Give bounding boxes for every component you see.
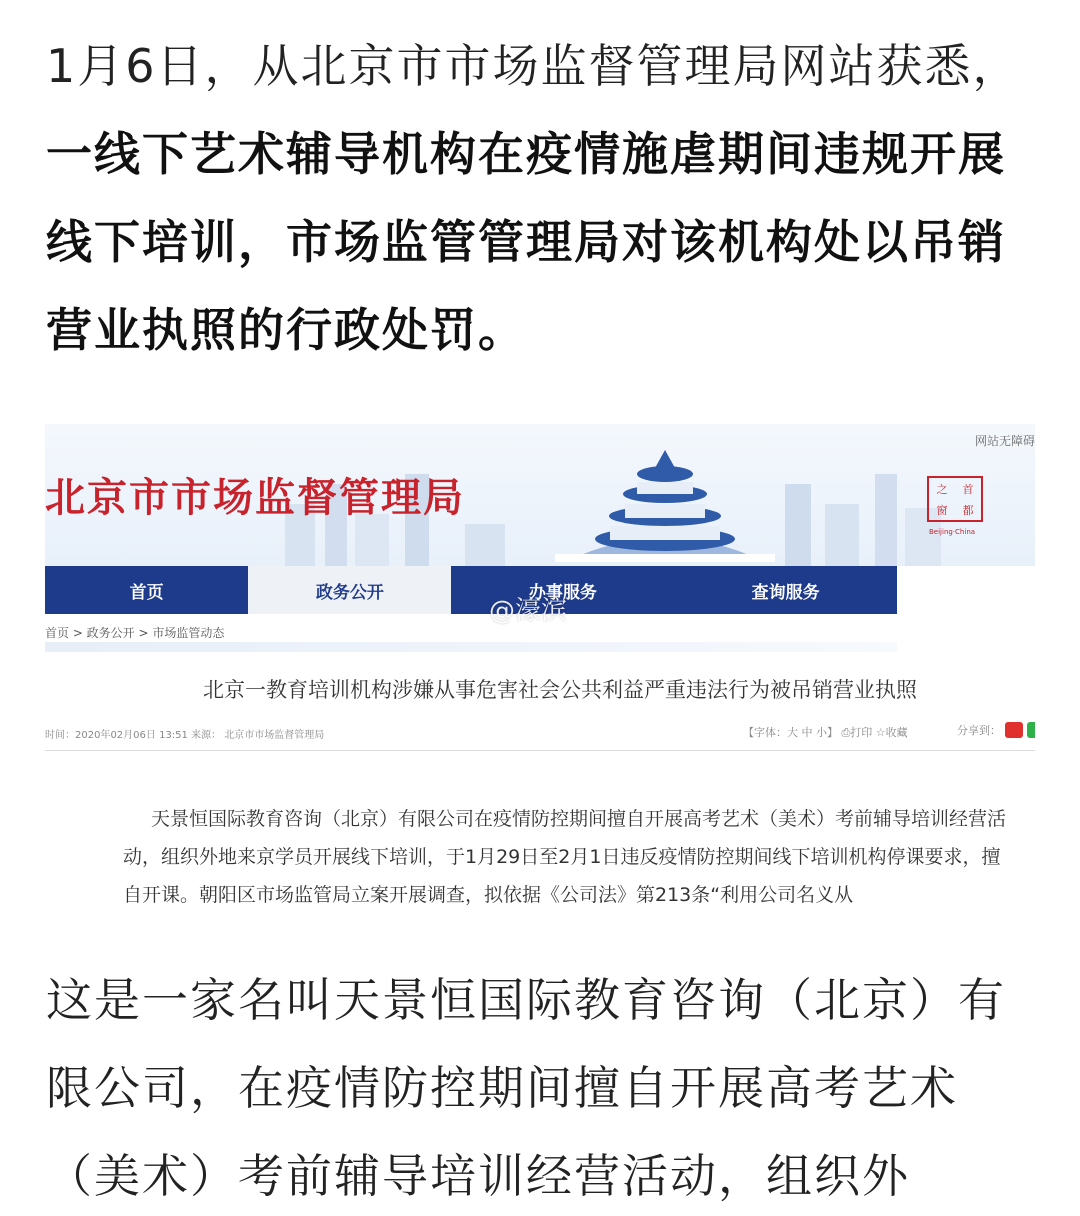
divider xyxy=(45,750,1035,751)
intro-paragraph xyxy=(46,22,1036,374)
intro-bold-text: 一线下艺术辅导机构在疫情施虐期间违规开展线下培训，市场监管管理局对该机构处以吊销营业执照的行政处罚。 xyxy=(46,127,1006,357)
article-title: 北京一教育培训机构涉嫌从事危害社会公共利益严重违法行为被吊销营业执照 xyxy=(203,678,917,702)
breadcrumb-bar xyxy=(45,642,897,652)
main-nav xyxy=(45,566,897,614)
weibo-watermark: @濠滨 xyxy=(489,596,568,626)
seal-char: 首 xyxy=(962,482,974,496)
site-title: 北京市市场监督管理局 xyxy=(45,474,465,521)
wechat-share-icon[interactable] xyxy=(1027,722,1035,738)
seal-char: 都 xyxy=(962,503,974,517)
nav-services[interactable]: 办事服务 xyxy=(451,566,674,614)
site-banner xyxy=(45,424,1035,566)
outro-paragraph: 这是一家名叫天景恒国际教育咨询（北京）有限公司，在疫情防控期间擅自开展高考艺术（美术）考前辅导培训经营活动，组织外 xyxy=(46,973,1006,1203)
share-bar xyxy=(957,722,1035,738)
article-meta: 时间：2020年02月06日 13:51 来源： 北京市市场监督管理局 xyxy=(45,730,325,741)
accessibility-link[interactable]: 网站无障碍 xyxy=(974,434,1035,448)
intro-normal-text: 1月6日，从北京市市场监督管理局网站获悉， xyxy=(46,39,1021,93)
article-tools[interactable]: 【字体：大 中 小】 ⎙打印 ☆收藏 xyxy=(743,726,908,739)
nav-home[interactable]: 首页 xyxy=(45,566,248,614)
article-body: 天景恒国际教育咨询（北京）有限公司在疫情防控期间擅自开展高考艺术（美术）考前辅导培训经营活动，组织外地来京学员开展线下培训，于1月29日至2月1日违反疫情防控期间线下培训机构停课要求，擅自开课。朝阳区市场监管局立案开展调查，拟依据《公司法》第213条“利用公司名义从 xyxy=(123,808,1007,906)
share-label: 分享到： xyxy=(957,724,1001,737)
nav-government-affairs[interactable]: 政务公开 xyxy=(248,566,451,614)
weibo-share-icon[interactable] xyxy=(1005,722,1023,738)
capital-window-logo[interactable] xyxy=(927,476,983,522)
embedded-screenshot xyxy=(45,424,1035,912)
seal-char: 窗 xyxy=(936,503,948,517)
seal-char: 之 xyxy=(936,482,948,496)
breadcrumb[interactable]: 首页 > 政务公开 > 市场监管动态 xyxy=(45,626,225,640)
nav-query[interactable]: 查询服务 xyxy=(674,566,897,614)
logo-subtitle: Beijing·China xyxy=(929,528,976,536)
